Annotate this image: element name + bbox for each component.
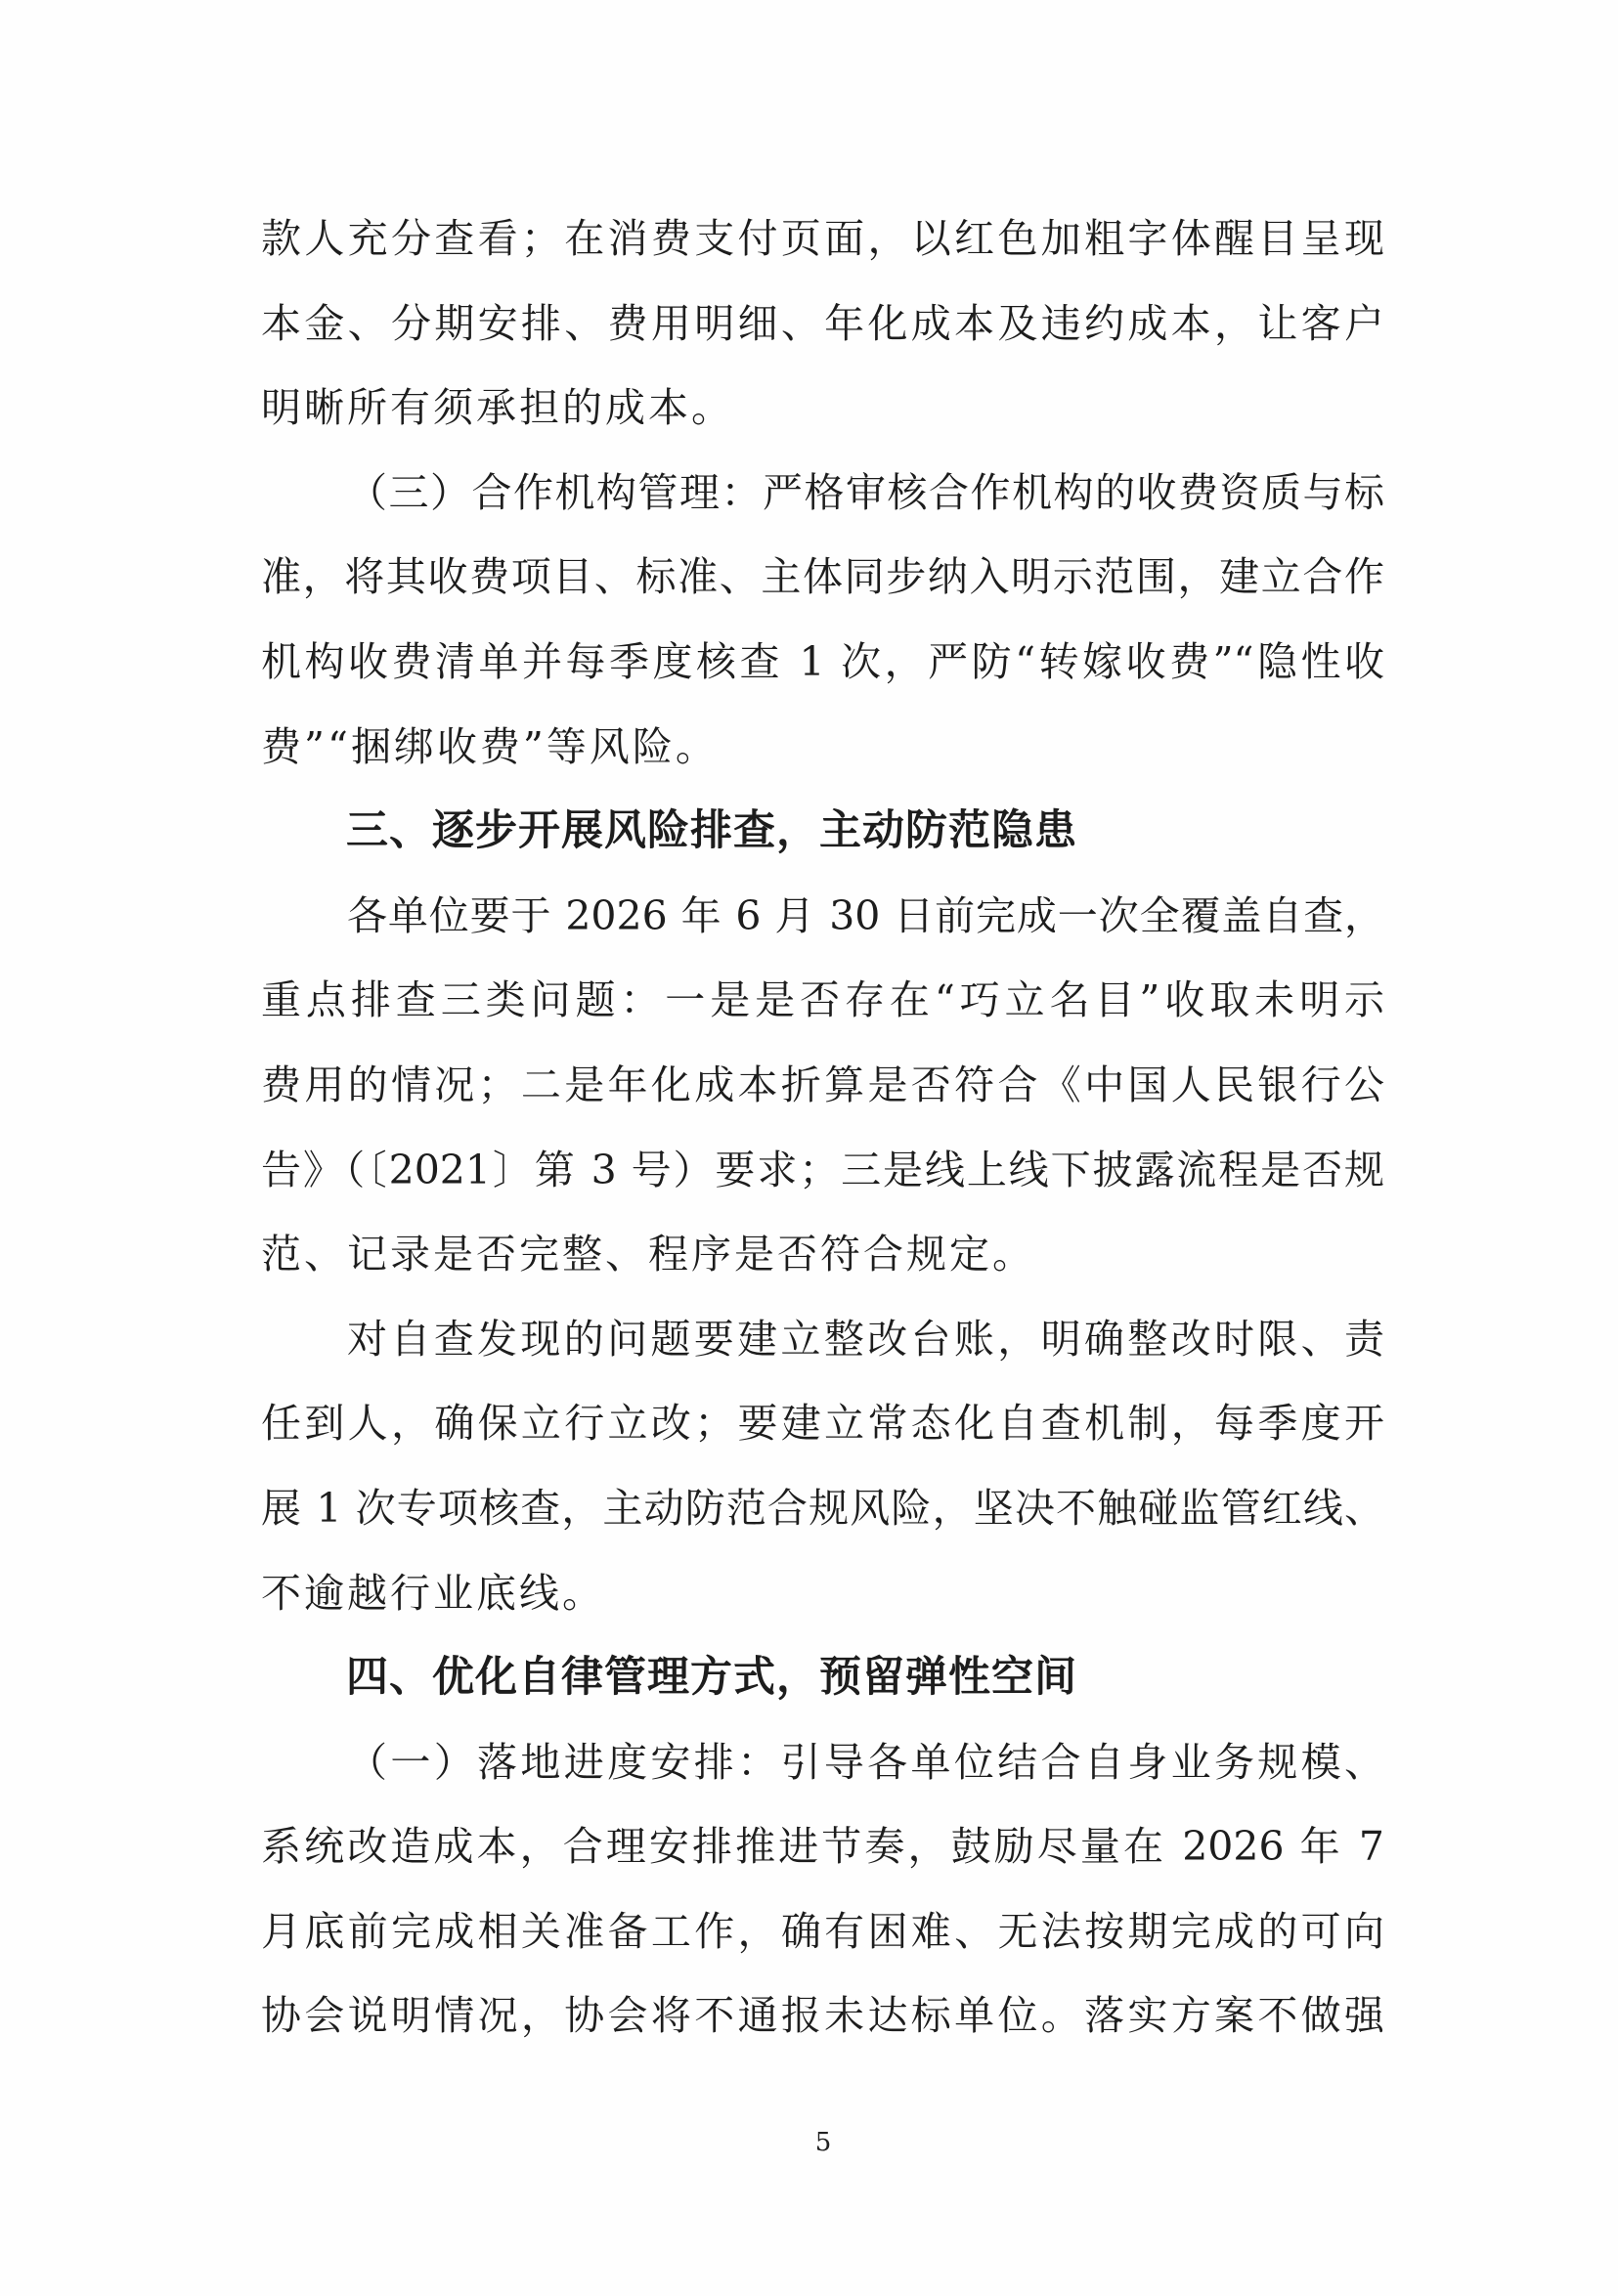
paragraph-partner-management <box>261 451 1384 789</box>
text-line: 款人充分查看；在消费支付页面，以红色加粗字体醒目呈现 <box>261 215 1384 262</box>
text-line: 不逾越行业底线。 <box>261 1569 605 1617</box>
text-line: 准，将其收费项目、标准、主体同步纳入明示范围，建立合作 <box>261 553 1384 601</box>
text-line: 明晰所有须承担的成本。 <box>261 384 734 432</box>
text-line: 费”“捆绑收费”等风险。 <box>261 722 719 770</box>
text-line: （一）落地进度安排：引导各单位结合自身业务规模、 <box>347 1738 1384 1786</box>
section-heading: 四、优化自律管理方式，预留弹性空间 <box>346 1653 1077 1703</box>
text-line: 展 1 次专项核查，主动防范合规风险，坚决不触碰监管红线、 <box>261 1484 1384 1532</box>
text-line: 重点排查三类问题：一是是否存在“巧立名目”收取未明示 <box>261 976 1384 1024</box>
text-line: （三）合作机构管理：严格审核合作机构的收费资质与标 <box>347 468 1384 516</box>
text-line: 本金、分期安排、费用明细、年化成本及违约成本，让客户 <box>261 299 1384 347</box>
text-line: 范、记录是否完整、程序是否符合规定。 <box>261 1231 1035 1278</box>
text-line: 费用的情况；二是年化成本折算是否符合《中国人民银行公 <box>261 1061 1384 1108</box>
text-line: 任到人，确保立行立改；要建立常态化自查机制，每季度开 <box>261 1400 1384 1448</box>
paragraph-rectification <box>261 1297 1384 1635</box>
paragraph-progress-arrangement <box>261 1720 1384 2058</box>
text-line: 机构收费清单并每季度核查 1 次，严防“转嫁收费”“隐性收 <box>261 637 1384 685</box>
text-line: 各单位要于 2026 年 6 月 30 日前完成一次全覆盖自查， <box>347 891 1384 939</box>
page-number: 5 <box>814 2128 832 2157</box>
paragraph-cost-disclosure-continued <box>261 196 1384 451</box>
text-line: 月底前完成相关准备工作，确有困难、无法按期完成的可向 <box>261 1907 1384 1955</box>
body-text <box>261 196 1384 2058</box>
text-line: 告》（〔2021〕第 3 号）要求；三是线上线下披露流程是否规 <box>261 1146 1384 1193</box>
text-line: 对自查发现的问题要建立整改台账，明确整改时限、责 <box>347 1315 1384 1363</box>
section-heading: 三、逐步开展风险排查，主动防范隐患 <box>346 806 1077 856</box>
text-line: 系统改造成本，合理安排推进节奏，鼓励尽量在 2026 年 7 <box>261 1823 1384 1871</box>
paragraph-self-inspection <box>261 874 1384 1297</box>
text-line: 协会说明情况，协会将不通报未达标单位。落实方案不做强 <box>261 1992 1384 2040</box>
